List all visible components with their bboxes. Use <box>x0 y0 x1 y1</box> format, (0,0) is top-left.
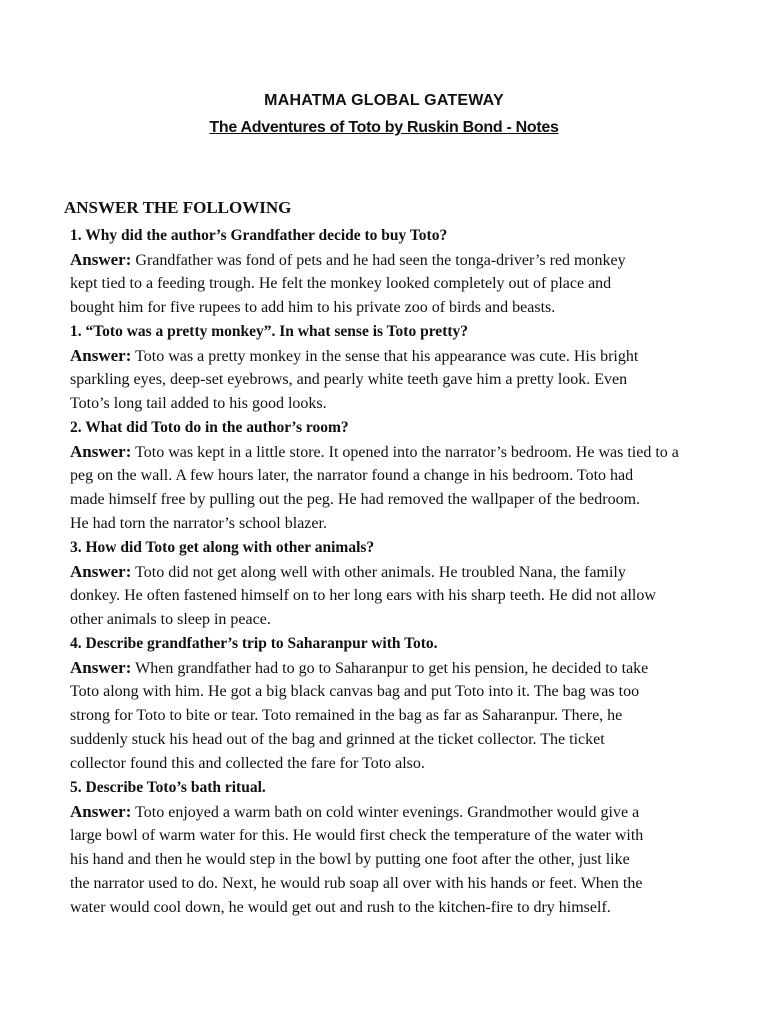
answer-label: Answer: <box>70 250 132 269</box>
document-title: The Adventures of Toto by Ruskin Bond - Notes <box>209 119 559 136</box>
answer-text: Toto enjoyed a warm bath on cold winter evenings. Grandmother would give a <box>135 804 640 821</box>
answer-line: strong for Toto to bite or tear. Toto remained in the bag as far as Saharanpur. There, he <box>70 707 623 724</box>
school-name: MAHATMA GLOBAL GATEWAY <box>264 92 504 109</box>
answer-line: collector found this and collected the fare for Toto also. <box>70 755 425 772</box>
answer-label: Answer: <box>70 802 132 821</box>
answer-line: suddenly stuck his head out of the bag and grinned at the ticket collector. The ticket <box>70 731 605 748</box>
question-text: 2. What did Toto do in the author’s room? <box>70 419 349 436</box>
answer-line: He had torn the narrator’s school blazer. <box>70 515 327 532</box>
qa-item <box>70 320 710 416</box>
answer-line: Toto’s long tail added to his good looks. <box>70 395 327 412</box>
qa-item <box>70 536 710 632</box>
qa-item <box>70 776 710 920</box>
answer-line: other animals to sleep in peace. <box>70 611 271 628</box>
section-heading: ANSWER THE FOLLOWING <box>64 198 292 217</box>
answer-label: Answer: <box>70 658 132 677</box>
answer-line: donkey. He often fastened himself on to her long ears with his sharp teeth. He did not allow <box>70 587 656 604</box>
answer-first-line <box>70 656 710 680</box>
answer-first-line <box>70 560 710 584</box>
answer-line: the narrator used to do. Next, he would rub soap all over with his hands or feet. When the <box>70 875 643 892</box>
qa-item <box>70 632 710 776</box>
answer-label: Answer: <box>70 562 132 581</box>
question-text: 4. Describe grandfather’s trip to Saharanpur with Toto. <box>70 635 438 652</box>
answer-text: Toto was kept in a little store. It opened into the narrator’s bedroom. He was tied to a <box>135 444 679 461</box>
answer-line: kept tied to a feeding trough. He felt the monkey looked completely out of place and <box>70 275 612 292</box>
answer-first-line <box>70 248 710 272</box>
answer-label: Answer: <box>70 442 132 461</box>
answer-line: Toto along with him. He got a big black canvas bag and put Toto into it. The bag was too <box>70 683 640 700</box>
question-text: 1. “Toto was a pretty monkey”. In what sense is Toto pretty? <box>70 323 469 340</box>
qa-item <box>70 416 710 536</box>
answer-first-line <box>70 440 710 464</box>
qa-list <box>70 224 710 920</box>
answer-text: Toto was a pretty monkey in the sense that his appearance was cute. His bright <box>135 348 639 365</box>
answer-first-line <box>70 344 710 368</box>
answer-first-line <box>70 800 710 824</box>
answer-text: Grandfather was fond of pets and he had seen the tonga-driver’s red monkey <box>135 252 626 269</box>
answer-line: his hand and then he would step in the bowl by putting one foot after the other, just like <box>70 851 630 868</box>
answer-line: sparkling eyes, deep-set eyebrows, and pearly white teeth gave him a pretty look. Even <box>70 371 628 388</box>
question-text: 1. Why did the author’s Grandfather decide to buy Toto? <box>70 227 448 244</box>
answer-text: Toto did not get along well with other animals. He troubled Nana, the family <box>135 564 626 581</box>
answer-line: bought him for five rupees to add him to his private zoo of birds and beasts. <box>70 299 556 316</box>
answer-label: Answer: <box>70 346 132 365</box>
question-text: 5. Describe Toto’s bath ritual. <box>70 779 266 796</box>
answer-text: When grandfather had to go to Saharanpur to get his pension, he decided to take <box>135 660 649 677</box>
answer-line: peg on the wall. A few hours later, the narrator found a change in his bedroom. Toto had <box>70 467 634 484</box>
qa-item <box>70 224 710 320</box>
answer-line: large bowl of warm water for this. He would first check the temperature of the water with <box>70 827 644 844</box>
answer-line: made himself free by pulling out the peg. He had removed the wallpaper of the bedroom. <box>70 491 641 508</box>
answer-line: water would cool down, he would get out and rush to the kitchen-fire to dry himself. <box>70 899 611 916</box>
question-text: 3. How did Toto get along with other animals? <box>70 539 375 556</box>
